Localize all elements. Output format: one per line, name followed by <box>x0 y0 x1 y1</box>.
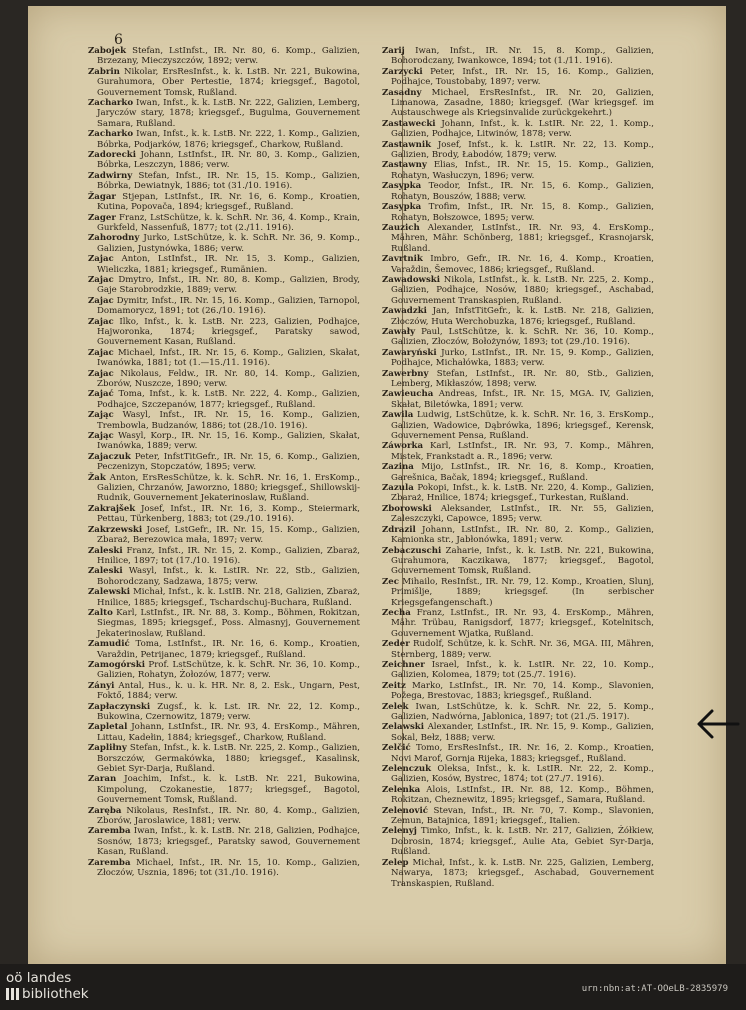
entry-details: Oleksa, Infst., k. k. LstIR. Nr. 22, 2. Komp., Galizien, Kosów, Bystrec, 1874; tot (27./7. 1916). <box>391 764 654 785</box>
entry-surname: Zawały <box>382 326 416 337</box>
entry-details: Joachim, Infst., k. k. LstB. Nr. 221, Bukowina, Kimpolung, Czokanestie, 1877; kriegsgef., Bagotol, Gouvernement Tomsk, Rußland. <box>97 774 360 806</box>
entry-details: Iwan, Infst., k. k. LstB. Nr. 222, Galizien, Lemberg, Jaryczów stary, 1878; kriegsgef., Bugulma, Gouvernement Samara, Rußland. <box>97 98 360 129</box>
entry-surname: Zelenović <box>382 805 428 816</box>
entry-surname: Zelep <box>382 857 409 868</box>
list-item <box>382 160 654 181</box>
list-item <box>382 702 654 723</box>
list-item <box>382 826 654 857</box>
list-item <box>88 129 360 150</box>
entry-surname: Zastawny <box>382 160 427 171</box>
entry-details: Karl, LstInfst., IR. Nr. 93, 7. Komp., Mähren, Mistek, Frankstadt a. R., 1896; verw. <box>391 441 654 462</box>
arrow-left-icon <box>694 706 740 742</box>
entry-surname: Zeder <box>382 639 410 650</box>
list-item <box>88 858 360 879</box>
entry-surname: Zborowski <box>382 503 432 514</box>
entry-details: Ilko, Infst., k. k. LstB. Nr. 223, Galizien, Podhajce, Hajworonka, 1874; kriegsgef., Paratsky sawod, Gouvernement Kasan, Rußland. <box>97 316 360 348</box>
entry-details: Imbro, Gefr., IR. Nr. 16, 4. Komp., Kroatien, Varaždin, Šemovec, 1886; kriegsgef., Rußland. <box>391 254 654 275</box>
entry-details: Elias, Infst., IR. Nr. 15, 15. Komp., Galizien, Rohatyn, Wasłuczyn, 1896; verw. <box>391 160 654 181</box>
entry-surname: Zelenczuk <box>382 764 432 775</box>
entry-surname: Zelek <box>382 701 409 712</box>
entry-surname: Zebaczuschi <box>382 545 442 556</box>
urn-identifier: urn:nbn:at:AT-OOeLB-2835979 <box>581 984 728 994</box>
page-number: 6 <box>114 32 123 48</box>
entry-surname: Zacharko <box>88 98 134 109</box>
entry-surname: Zawadowski <box>382 274 441 285</box>
list-item <box>88 192 360 213</box>
entry-surname: Zeichner <box>382 659 425 670</box>
entry-details: Trofim, Infst., IR. Nr. 15, 8. Komp., Galizien, Rohatyn, Bołszowce, 1895; verw. <box>391 202 654 223</box>
entry-details: Anton, LstInfst., IR. Nr. 15, 3. Komp., Galizien, Wieliczka, 1881; kriegsgef., Rumänien. <box>97 254 360 275</box>
entry-details: Wasyl, Infst., k. k. LstIR. Nr. 22, Stb., Galizien, Bohorodczany, Sadzawa, 1875; verw. <box>97 566 361 587</box>
entry-surname: Zasypka <box>382 202 422 213</box>
entry-details: Stefan, Infst., k. k. LstB. Nr. 225, 2. Komp., Galizien, Borszczów, Germakówka, 1880; kriegsgef., Kasalinsk, Gebiet Syr-Darja, Rußland. <box>97 743 361 775</box>
entry-details: Stefan, Infst., IR. Nr. 15, 15. Komp., Galizien, Bóbrka, Dewiatnyk, 1886; tot (31./10. 1916). <box>97 170 360 192</box>
entry-surname: Zecha <box>382 607 411 618</box>
entry-details: Josef, Infst., IR. Nr. 16, 3. Komp., Steiermark, Pettau, Türkenberg, 1883; tot (29./10. 1916). <box>97 503 361 525</box>
entry-surname: Zadorecki <box>88 150 137 161</box>
list-item <box>382 275 654 306</box>
entry-details: Michael, Infst., IR. Nr. 15, 10. Komp., Galizien, Złoczów, Usznia, 1896; tot (31./10. 1916). <box>97 857 360 879</box>
entry-surname: Zauzich <box>382 222 420 233</box>
entry-surname: Zacharko <box>88 129 134 140</box>
entry-details: Jurko, LstSchütze, k. k. SchR. Nr. 36, 9. Komp., Galizien, Justynówka, 1886; verw. <box>97 233 360 254</box>
entry-details: Mihailo, ResInfst., IR. Nr. 79, 12. Komp., Kroatien, Slunj, Primišlje, 1889; kriegsgef. (In serbischer Kriegsgefangenschaft.) <box>391 576 655 608</box>
entry-details: Wasyl, Korp., IR. Nr. 15, 16. Komp., Galizien, Skałat, Iwanówka, 1889; verw. <box>97 431 360 452</box>
entry-surname: Žak <box>88 472 106 483</box>
entry-details: Michael, Infst., IR. Nr. 15, 6. Komp., Galizien, Skałat, Iwanówka, 1881; tot (1.—15./11. 1916). <box>97 347 360 369</box>
list-item <box>382 223 654 254</box>
entry-surname: Zakrzewski <box>88 524 143 535</box>
list-item <box>88 743 360 774</box>
list-item <box>88 46 360 67</box>
entry-surname: Zdrazil <box>382 524 416 535</box>
entry-details: Nikolar, ErsResInfst., k. k. LstB. Nr. 221, Bukowina, Gurahumora, Ober Pertestie, 1874; kriegsgef., Bagotol, Gouvernement Tomsk, Rußland. <box>97 66 360 98</box>
entry-surname: Zajac <box>88 347 114 358</box>
list-item <box>382 119 654 140</box>
entry-details: Andreas, Infst., IR. Nr. 15, MGA. IV, Galizien, Skałat, Biletówka, 1891; verw. <box>391 389 654 410</box>
entry-surname: Zajac <box>88 295 114 306</box>
entry-surname: Zabojek <box>88 46 127 56</box>
entry-surname: Zaremba <box>88 826 131 837</box>
list-item <box>88 348 360 369</box>
list-item <box>382 441 654 462</box>
entry-details: Josef, LstGefr., IR. Nr. 15, 15. Komp., Galizien, Zbaraż, Berezowica mała, 1897; verw. <box>97 524 360 546</box>
entry-surname: Zarij <box>382 46 405 56</box>
entry-details: Timko, Infst., k. k. LstB. Nr. 217, Galizien, Żółkiew, Dobrosin, 1874; kriegsgef., Aulie Ata, Gebiet Syr-Darja, Rußland. <box>391 826 655 858</box>
list-item <box>382 462 654 483</box>
left-column <box>88 46 360 879</box>
entry-details: Stefan, LstInfst., IR. Nr. 80, Stb., Galizien, Lemberg, Mikłaszów, 1898; verw. <box>391 368 654 389</box>
list-item <box>382 369 654 390</box>
list-item <box>382 577 654 608</box>
list-item <box>382 46 654 67</box>
list-item <box>88 826 360 857</box>
entry-details: Nikolaus, ResInfst., IR. Nr. 80, 4. Komp., Galizien, Zborów, Jaroslawice, 1881; verw. <box>97 805 360 827</box>
list-item <box>382 181 654 202</box>
entry-details: Iwan, Infst., k. k. LstB. Nr. 218, Galizien, Podhajce, Sosnów, 1873; kriegsgef., Paratsky sawod, Gouvernement Kasan, Rußland. <box>97 826 360 858</box>
entry-surname: Zarzycki <box>382 66 423 77</box>
entry-surname: Zec <box>382 576 399 587</box>
entry-surname: Zapliłny <box>88 743 127 754</box>
list-item <box>88 98 360 129</box>
list-item <box>382 764 654 785</box>
list-item <box>88 722 360 743</box>
entry-surname: Zelenka <box>382 784 421 795</box>
entry-surname: Zahorodny <box>88 233 140 244</box>
entry-details: Stjepan, LstInfst., IR. Nr. 16, 6. Komp., Kroatien, Kutina, Popovača, 1894; kriegsgef., Rußland. <box>97 191 360 213</box>
list-item <box>88 431 360 452</box>
entry-details: Peter, Infst., IR. Nr. 15, 16. Komp., Galizien, Podhajce, Toustobaby, 1897; verw. <box>391 66 654 88</box>
entry-surname: Zamudić <box>88 639 130 650</box>
entry-details: Jurko, LstInfst., IR. Nr. 15, 9. Komp., Galizien, Podhajce, Michałówka, 1883; verw. <box>391 347 654 369</box>
entry-details: Rudolf, Schütze, k. k. SchR. Nr. 36, MGA. III, Mähren, Sternberg, 1889; verw. <box>391 639 654 660</box>
list-item <box>88 389 360 410</box>
entry-surname: Zaremba <box>88 857 131 868</box>
list-item <box>382 389 654 410</box>
entry-details: Dymitr, Infst., IR. Nr. 15, 16. Komp., Galizien, Tarnopol, Domamorycz, 1891; tot (26./10. 1916). <box>97 295 360 317</box>
list-item <box>382 858 654 889</box>
entry-surname: Zajac <box>88 368 114 379</box>
entry-details: Iwan, Infst., IR. Nr. 15, 8. Komp., Galizien, Bohorodczany, Iwankowce, 1894; tot (1./11. 1916). <box>391 46 654 67</box>
list-item <box>88 233 360 254</box>
entry-surname: Zakrajšek <box>88 503 136 514</box>
list-item <box>88 254 360 275</box>
list-item <box>382 660 654 681</box>
entry-surname: Zazina <box>382 462 414 473</box>
logo-line1: oö landes <box>6 970 72 986</box>
entry-details: Teodor, Infst., IR. Nr. 15, 6. Komp., Galizien, Rohatyn, Bouszów, 1888; verw. <box>391 181 654 202</box>
list-item <box>382 202 654 223</box>
entry-details: Johann, LstInfst., IR. Nr. 80, 3. Komp., Galizien, Bóbrka, Leszczyn, 1886; verw. <box>97 150 360 171</box>
entry-surname: Zawadzki <box>382 306 427 317</box>
list-item <box>88 639 360 660</box>
entry-details: Aleksander, LstInfst., IR. Nr. 55, Galizien, Zaleszczyki, Capowce, 1895; verw. <box>391 503 654 525</box>
list-item <box>88 275 360 296</box>
entry-details: Marko, LstInfst., IR. Nr. 70, 14. Komp., Slavonien, Požega, Brestovac, 1883; kriegsgef., Rußland. <box>391 680 654 702</box>
list-item <box>88 525 360 546</box>
entry-details: Israel, Infst., k. k. LstIR. Nr. 22, 10. Komp., Galizien, Kolomea, 1879; tot (25./7. 1916). <box>391 659 654 681</box>
list-item <box>88 473 360 504</box>
entry-surname: Zajać <box>88 389 114 400</box>
entry-surname: Zajac <box>88 316 114 327</box>
list-item <box>88 566 360 587</box>
entry-details: Anton, ErsResSchütze, k. k. SchR. Nr. 16, 1. ErsKomp., Galizien, Chrzanów, Jaworzno, 1880; kriegsgef., Shillowskij-Rudnik, Gouvernement Jekaterinoslaw, Rußland. <box>97 472 360 504</box>
list-item <box>382 348 654 369</box>
entry-details: Paul, LstSchütze, k. k. SchR. Nr. 36, 10. Komp., Galizien, Złoczów, Bołożynów, 1893; tot (29./10. 1916). <box>391 326 654 348</box>
entry-surname: Zeitz <box>382 680 406 691</box>
list-item <box>88 317 360 348</box>
entry-details: Alois, LstInfst., IR. Nr. 88, 12. Komp., Böhmen, Rokitzan, Cheznewitz, 1895; kriegsgef., Samara, Rußland. <box>391 784 654 806</box>
entry-surname: Zányi <box>88 680 115 691</box>
list-item <box>382 483 654 504</box>
entry-surname: Zalto <box>88 607 113 618</box>
list-item <box>88 806 360 827</box>
entry-surname: Záworka <box>382 441 424 452</box>
list-item <box>382 525 654 546</box>
right-column <box>382 46 654 889</box>
entry-surname: Zabrin <box>88 66 120 77</box>
list-item <box>88 660 360 681</box>
list-item <box>88 452 360 473</box>
entry-details: Nikolaus, Feldw., IR. Nr. 80, 14. Komp., Galizien, Zborów, Nuszcze, 1890; verw. <box>97 368 360 389</box>
entry-details: Michał, Infst., k. k. LstIB. Nr. 218, Galizien, Zbaraż, Hnilice, 1885; kriegsgef., Tschardschuj-Buchara, Rußland. <box>97 587 361 608</box>
entry-details: Johann, LstInfst., IR. Nr. 93, 4. ErsKomp., Mähren, Littau, Kadełin, 1884; kriegsgef., Charkow, Rußland. <box>97 722 360 743</box>
entry-surname: Zajac <box>88 254 114 265</box>
entry-surname: Zastawecki <box>382 118 436 129</box>
entry-surname: Zaran <box>88 774 117 785</box>
list-item <box>88 587 360 608</box>
entry-surname: Zajac <box>88 274 114 285</box>
entry-details: Iwan, Infst., k. k. LstB. Nr. 222, 1. Komp., Galizien, Bóbrka, Podjarków, 1876; kriegsgef., Charkow, Rußland. <box>97 129 361 150</box>
list-item <box>382 608 654 639</box>
entry-surname: Zamogórski <box>88 659 145 670</box>
entry-details: Josef, Infst., k. k. LstIR. Nr. 22, 13. Komp., Galizien, Brody, Łabodów, 1879; verw. <box>391 139 654 161</box>
entry-surname: Zavrtnik <box>382 254 423 265</box>
list-item <box>382 743 654 764</box>
entry-details: Alexander, LstInfst., IR. Nr. 15, 9. Komp., Galizien, Sokal, Bełz, 1888; verw. <box>391 722 655 743</box>
list-item <box>382 306 654 327</box>
list-item <box>88 171 360 192</box>
entry-details: Franz, Infst., IR. Nr. 15, 2. Komp., Galizien, Zbaraż, Hnilice, 1897; tot (17./10. 1916). <box>97 545 360 566</box>
entry-surname: Zając <box>88 431 114 442</box>
entry-surname: Zapletal <box>88 722 128 733</box>
list-item <box>382 254 654 275</box>
entry-surname: Zasadny <box>382 87 422 98</box>
entry-surname: Zaleski <box>88 566 123 577</box>
list-item <box>88 702 360 723</box>
entry-details: Johann, Infst., k. k. LstIR. Nr. 22, 1. Komp., Galizien, Podhajce, Litwinów, 1878; verw. <box>391 118 654 140</box>
entry-surname: Zawieucha <box>382 389 434 400</box>
list-item <box>382 639 654 660</box>
list-item <box>88 608 360 639</box>
entry-details: Karl, LstInfst., IR. Nr. 88, 3. Komp., Böhmen, Rokitzan, Siegmas, 1895; kriegsgef., Poss. Almasnyj, Gouvernement Jekaterinoslaw, Rußland. <box>97 607 361 639</box>
entry-surname: Zager <box>88 212 116 223</box>
entry-surname: Zajaczuk <box>88 451 131 462</box>
list-item <box>88 369 360 390</box>
logo-bars-icon <box>6 988 19 1000</box>
entry-surname: Zaleski <box>88 545 123 556</box>
entry-details: Dmytro, Infst., IR. Nr. 80, 8. Komp., Galizien, Brody, Gaje Starobrodzkie, 1889; verw. <box>97 274 360 296</box>
entry-surname: Zapłaczynski <box>88 701 151 712</box>
entry-surname: Zelčić <box>382 743 411 754</box>
entry-details: Nikola, LstInfst., k. k. LstB. Nr. 225, 2. Komp., Galizien, Podhajce, Nosów, 1880; kriegsgef., Aschabad, Gouvernement Transkaspien, Rußland. <box>391 274 654 306</box>
entry-details: Franz, LstInfst., IR. Nr. 93, 4. ErsKomp., Mähren, Mähr. Trübau, Ranigsdorf, 1877; kriegsgef., Kotelnitsch, Gouvernement Wjatka, Rußland. <box>391 607 655 639</box>
entry-surname: Zaręba <box>88 805 122 816</box>
entry-details: Alexander, LstInfst., IR. Nr. 93, 4. ErsKomp., Mähren, Mähr. Schönberg, 1881; kriegsgef., Krasnojarsk, Rußland. <box>391 222 654 254</box>
entry-details: Jan, InfstTitGefr., k. k. LstB. Nr. 218, Galizien, Złoczów, Huta Werchobuzka, 1876; kriegsgef., Rußland. <box>391 306 655 327</box>
list-item <box>382 681 654 702</box>
list-item <box>382 67 654 88</box>
entry-details: Mijo, LstInfst., IR. Nr. 16, 8. Komp., Kroatien, Garešnica, Bačak, 1894; kriegsgef., Rußland. <box>391 462 655 483</box>
entry-surname: Zalewski <box>88 587 131 598</box>
entry-surname: Zawaryński <box>382 347 437 358</box>
entry-details: Toma, LstInfst., IR. Nr. 16, 6. Komp., Kroatien, Varaždin, Petrijanec, 1879; kriegsgef., Rußland. <box>97 639 361 660</box>
logo-line2: bibliothek <box>22 986 89 1002</box>
entry-details: Toma, Infst., k. k. LstB. Nr. 222, 4. Komp., Galizien, Podhajce, Szczepanów, 1877; kriegsgef., Rußland. <box>97 389 360 410</box>
entry-surname: Zasypka <box>382 181 422 192</box>
list-item <box>88 504 360 525</box>
entry-details: Peter, InfstTitGefr., IR. Nr. 15, 6. Komp., Galizien, Peczenizyn, Stopczatów, 1895; verw. <box>97 451 360 473</box>
entry-details: Michael, ErsResInfst., IR. Nr. 20, Galizien, Limanowa, Zasadne, 1880; kriegsgef. (War kriegsgef. im Austauschwege als Kriegsinvalide zurückgekehrt.) <box>391 87 654 119</box>
entry-details: Ludwig, LstSchütze, k. k. SchR. Nr. 16, 3. ErsKomp., Galizien, Wadowice, Dąbrówka, 1896; kriegsgef., Kerensk, Gouvernement Pensa, Rußland. <box>391 410 655 442</box>
entry-details: Zugsf., k. k. Lst. IR. Nr. 22, 12. Komp., Bukowina, Czernowitz, 1879; verw. <box>97 701 360 722</box>
list-item <box>88 67 360 98</box>
entry-surname: Zając <box>88 410 114 421</box>
list-item <box>382 504 654 525</box>
entry-surname: Zadwirny <box>88 170 133 181</box>
entry-details: Franz, LstSchütze, k. k. SchR. Nr. 36, 4. Komp., Krain, Gurkfeld, Nassenfuß, 1877; tot (2./11. 1916). <box>97 212 361 233</box>
list-item <box>382 410 654 441</box>
list-item <box>88 150 360 171</box>
entry-surname: Zazula <box>382 483 414 494</box>
entry-surname: Zastawnik <box>382 139 432 150</box>
entry-details: Prof. LstSchütze, k. k. SchR. Nr. 36, 10. Komp., Galizien, Rohatyn, Żołozów, 1877; verw. <box>97 659 360 681</box>
list-item <box>88 410 360 431</box>
list-item <box>88 296 360 317</box>
entry-details: Johann, LstInfst., IR. Nr. 80, 2. Komp., Galizien, Kamionka str., Jabłonówka, 1891; verw. <box>391 524 655 546</box>
entry-surname: Zelawski <box>382 722 425 733</box>
entry-surname: Zawerbny <box>382 368 429 379</box>
list-item <box>382 806 654 827</box>
entry-details: Zaharie, Infst., k. k. LstB. Nr. 221, Bukowina, Gurahumora, Kaczikawa, 1877; kriegsgef., Bagotol, Gouvernement Tomsk, Rußland. <box>391 545 654 577</box>
entry-surname: Žagar <box>88 191 116 202</box>
entry-details: Stevan, Infst., IR. Nr. 70, 7. Komp., Slavonien, Zemun, Batajnica, 1891; kriegsgef., Italien. <box>391 805 655 827</box>
list-item <box>88 681 360 702</box>
list-item <box>88 213 360 234</box>
entry-details: Michał, Infst., k. k. LstB. Nr. 225, Galizien, Lemberg, Nawarya, 1873; kriegsgef., Aschabad, Gouvernement Transkaspien, Rußland. <box>391 857 654 889</box>
list-item <box>382 546 654 577</box>
library-logo <box>6 970 89 1002</box>
list-item <box>382 327 654 348</box>
list-item <box>88 546 360 567</box>
list-item <box>382 88 654 119</box>
entry-details: Pokopi, Infst., k. k. LstB. Nr. 220, 4. Komp., Galizien, Zbaraż, Hnilice, 1874; kriegsgef., Turkestan, Rußland. <box>391 483 655 504</box>
entry-details: Wasyl, Infst., IR. Nr. 15, 16. Komp., Galizien, Trembowla, Budzanów, 1886; tot (28./10. 1916). <box>97 410 361 431</box>
list-item <box>382 785 654 806</box>
entry-details: Stefan, LstInfst., IR. Nr. 80, 6. Komp., Galizien, Brzezany, Mieczyszczów, 1892; verw. <box>97 46 360 67</box>
list-item <box>88 774 360 805</box>
entry-details: Antal, Hus., k. u. k. HR. Nr. 8, 2. Esk., Ungarn, Pest, Foktő, 1884; verw. <box>97 680 360 702</box>
entry-details: Iwan, LstSchütze, k. k. SchR. Nr. 22, 5. Komp., Galizien, Nadwórna, Jablonica, 1897; tot (21./5. 1917). <box>391 701 654 722</box>
list-item <box>382 140 654 161</box>
entry-surname: Zawila <box>382 410 414 421</box>
entry-surname: Zelenyj <box>382 826 417 837</box>
list-item <box>382 722 654 743</box>
entry-details: Tomo, ErsResInfst., IR. Nr. 16, 2. Komp., Kroatien, Novi Marof, Gornja Rijeka, 1883; kriegsgef., Rußland. <box>391 743 655 764</box>
